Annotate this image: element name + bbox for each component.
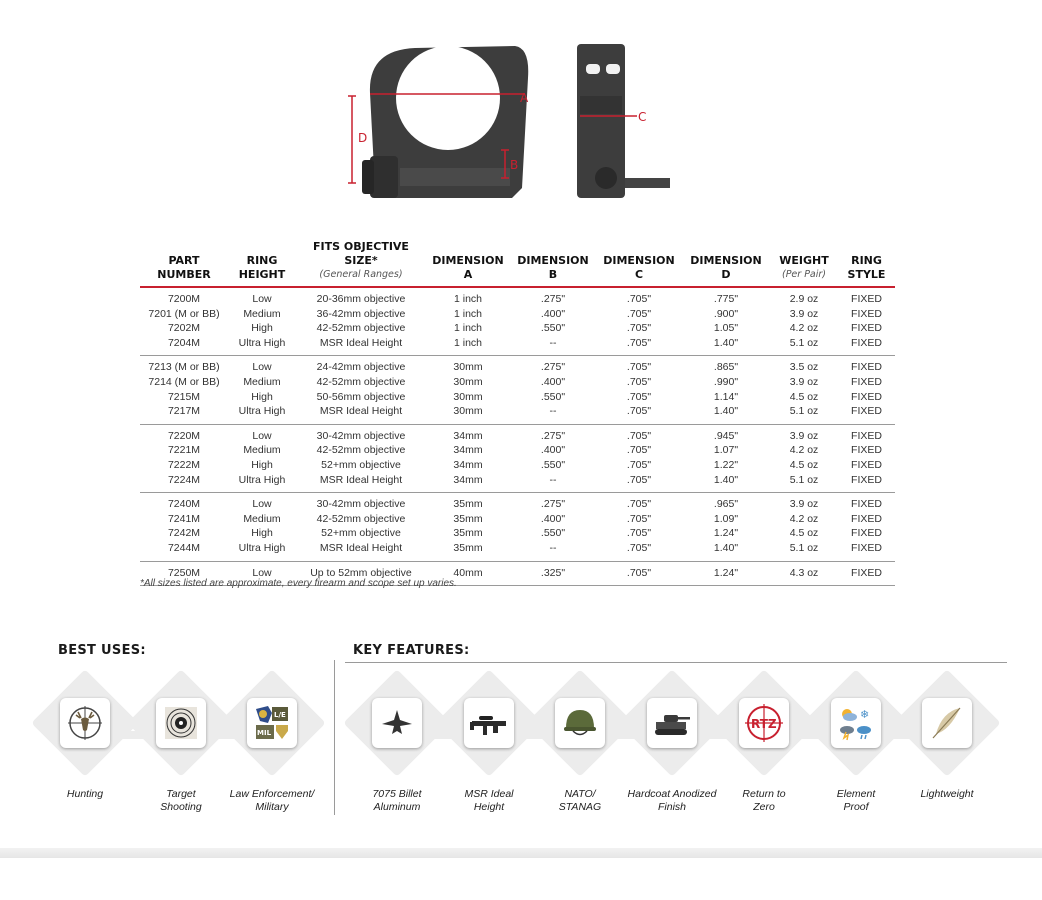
table-cell: High <box>251 390 273 403</box>
table-cell: 5.1 oz <box>789 541 819 554</box>
feature-tile <box>60 698 110 748</box>
column-header-line1: RING <box>851 254 882 267</box>
table-cell: 1.14" <box>713 390 739 403</box>
table-cell: 1.07" <box>713 444 739 457</box>
table-cell: 1.40" <box>713 405 739 418</box>
table-group <box>140 424 895 492</box>
table-cell: .705" <box>626 458 652 471</box>
table-cell: FIXED <box>851 361 882 374</box>
column-header <box>510 240 596 287</box>
table-cell: 7240M <box>167 498 201 511</box>
table-cell: 35mm <box>453 541 483 554</box>
spec-table <box>140 240 895 586</box>
column-header <box>296 240 426 287</box>
table-cell: 20-36mm objective <box>316 293 406 305</box>
table-cell: -- <box>549 541 557 554</box>
table-cell: Medium <box>243 307 281 320</box>
feature-label: Target Shooting <box>160 788 202 813</box>
table-row <box>140 287 895 307</box>
table-group <box>140 493 895 561</box>
feature-tile <box>464 698 514 748</box>
table-cell: 42-52mm objective <box>316 444 406 457</box>
table-cell: .705" <box>626 444 652 457</box>
table-cell: .400" <box>540 444 566 457</box>
dimension-label-c: C <box>638 110 647 124</box>
key-features-title: KEY FEATURES: <box>353 643 470 658</box>
tank-icon <box>652 704 692 742</box>
feature-label: NATO/ STANAG <box>558 788 602 813</box>
column-header-line2: C <box>634 268 644 281</box>
column-header-line1: FITS OBJECTIVE SIZE* <box>313 240 409 267</box>
column-header-line1: DIMENSION <box>603 254 675 267</box>
table-cell: FIXED <box>851 458 882 471</box>
table-cell: 30-42mm objective <box>316 429 406 442</box>
feature-label: Hunting <box>66 788 104 800</box>
table-footnote: *All sizes listed are approximate, every firearm and scope set up varies. <box>140 578 457 589</box>
table-cell: FIXED <box>851 541 882 554</box>
column-header-line2: NUMBER <box>157 268 211 281</box>
table-cell: 7213 (M or BB) <box>148 361 220 374</box>
table-cell: .705" <box>626 405 652 418</box>
table-cell: 34mm <box>453 429 483 442</box>
table-cell: 1.05" <box>713 322 739 335</box>
table-cell: 7201 (M or BB) <box>148 307 220 320</box>
table-cell: Up to 52mm objective <box>310 566 412 579</box>
table-cell: .705" <box>626 293 652 305</box>
table-cell: 7215M <box>167 390 201 403</box>
key-feature-lightweight <box>897 680 997 810</box>
table-cell: 4.5 oz <box>789 458 819 471</box>
table-cell: 4.2 oz <box>789 512 819 525</box>
column-header <box>770 240 838 287</box>
table-cell: 30mm <box>453 390 483 403</box>
table-cell: FIXED <box>851 527 882 540</box>
table-cell: .705" <box>626 429 652 442</box>
column-header <box>228 240 296 287</box>
table-cell: 30mm <box>453 405 483 418</box>
column-header-line1: DIMENSION <box>432 254 504 267</box>
table-cell: .900" <box>713 307 739 320</box>
table-cell: FIXED <box>851 444 882 457</box>
table-cell: 4.3 oz <box>789 566 819 579</box>
table-row <box>140 512 895 527</box>
column-header-line1: DIMENSION <box>517 254 589 267</box>
table-cell: 7224M <box>167 473 201 486</box>
table-row <box>140 307 895 322</box>
table-cell: .550" <box>540 390 566 403</box>
table-cell: 7202M <box>167 322 201 335</box>
feature-label: Hardcoat Anodized Finish <box>627 788 717 813</box>
features-rule <box>345 662 1007 663</box>
key-feature-hardcoat-anodized <box>622 680 722 813</box>
table-cell: 1 inch <box>453 322 483 335</box>
best-use-law-enforcement-military <box>222 680 322 813</box>
table-cell: 4.5 oz <box>789 527 819 540</box>
table-cell: .275" <box>540 361 566 374</box>
table-row <box>140 443 895 458</box>
feature-label: Law Enforcement/ Military <box>229 788 315 813</box>
badge-le-text: L/E <box>274 711 286 719</box>
table-row <box>140 541 895 561</box>
column-header <box>596 240 682 287</box>
table-cell: 1 inch <box>453 293 483 305</box>
badge-mil-text: MIL <box>257 729 272 737</box>
table-group <box>140 356 895 424</box>
table-cell: Medium <box>243 375 281 388</box>
table-cell: 7217M <box>167 405 201 418</box>
column-header-line2: HEIGHT <box>238 268 286 281</box>
table-cell: .325" <box>540 566 566 579</box>
table-cell: .965" <box>713 498 739 511</box>
table-cell: 7250M <box>167 566 201 579</box>
table-cell: 1.24" <box>713 527 739 540</box>
helmet-icon <box>561 704 599 742</box>
table-cell: -- <box>549 473 557 486</box>
dimension-label-d: D <box>358 131 368 145</box>
table-cell: 3.5 oz <box>789 361 819 374</box>
column-header-line1: DIMENSION <box>690 254 762 267</box>
feature-tile <box>922 698 972 748</box>
table-cell: FIXED <box>851 566 882 579</box>
best-use-hunting <box>35 680 135 810</box>
table-cell: .705" <box>626 322 652 335</box>
table-cell: 42-52mm objective <box>316 322 406 335</box>
table-cell: FIXED <box>851 473 882 486</box>
feature-tile <box>156 698 206 748</box>
table-cell: FIXED <box>851 498 882 511</box>
table-cell: FIXED <box>851 336 882 349</box>
table-cell: 3.9 oz <box>789 307 819 320</box>
table-cell: FIXED <box>851 293 882 305</box>
table-row <box>140 390 895 405</box>
table-cell: 50-56mm objective <box>316 390 406 403</box>
table-cell: Low <box>252 429 272 442</box>
table-cell: .705" <box>626 307 652 320</box>
badge-icon <box>252 703 292 743</box>
table-cell: 7241M <box>167 512 201 525</box>
key-feature-nato-stanag <box>530 680 630 813</box>
target-icon <box>162 704 200 742</box>
table-cell: MSR Ideal Height <box>319 541 403 554</box>
table-cell: .705" <box>626 361 652 374</box>
table-cell: 34mm <box>453 444 483 457</box>
table-cell: 7220M <box>167 429 201 442</box>
column-header-line2: STYLE <box>847 268 886 281</box>
table-cell: .705" <box>626 512 652 525</box>
table-cell: 7200M <box>167 293 201 305</box>
column-header-subtitle: (General Ranges) <box>319 269 403 280</box>
bottom-band <box>0 848 1042 858</box>
table-cell: Medium <box>243 444 281 457</box>
table-cell: 4.5 oz <box>789 390 819 403</box>
table-row <box>140 424 895 443</box>
table-cell: 2.9 oz <box>789 293 819 305</box>
features-divider <box>334 660 335 815</box>
key-feature-msr-ideal-height <box>439 680 539 813</box>
table-cell: .705" <box>626 527 652 540</box>
table-cell: Medium <box>243 512 281 525</box>
table-cell: Ultra High <box>238 473 286 486</box>
column-header <box>682 240 770 287</box>
column-header-subtitle: (Per Pair) <box>781 269 826 280</box>
table-cell: .865" <box>713 361 739 374</box>
table-row <box>140 404 895 424</box>
column-header-line2: D <box>721 268 731 281</box>
table-cell: .705" <box>626 390 652 403</box>
deer-crosshair-icon <box>66 704 104 742</box>
table-row <box>140 473 895 493</box>
table-cell: MSR Ideal Height <box>319 405 403 418</box>
table-cell: 1 inch <box>453 307 483 320</box>
table-cell: 1 inch <box>453 336 483 349</box>
table-cell: 7214 (M or BB) <box>148 375 220 388</box>
table-cell: 24-42mm objective <box>316 361 406 374</box>
dimension-label-a: A <box>520 91 529 105</box>
rtz-crosshair-icon <box>744 703 784 743</box>
table-cell: 42-52mm objective <box>316 512 406 525</box>
table-cell: .705" <box>626 541 652 554</box>
table-cell: .275" <box>540 293 566 305</box>
table-cell: .400" <box>540 375 566 388</box>
feature-label: MSR Ideal Height <box>464 788 514 813</box>
table-cell: 52+mm objective <box>321 458 401 471</box>
key-feature-billet-aluminum <box>347 680 447 813</box>
table-cell: .945" <box>713 429 739 442</box>
scope-ring-diagram <box>340 38 700 208</box>
key-feature-return-to-zero <box>714 680 814 813</box>
table-cell: 7222M <box>167 458 201 471</box>
table-cell: .275" <box>540 429 566 442</box>
column-header-line2: A <box>463 268 473 281</box>
table-cell: .775" <box>713 293 739 305</box>
feature-tile <box>247 698 297 748</box>
table-row <box>140 375 895 390</box>
table-cell: 35mm <box>453 527 483 540</box>
feature-label: 7075 Billet Aluminum <box>372 788 422 813</box>
table-cell: FIXED <box>851 390 882 403</box>
table-cell: 3.9 oz <box>789 498 819 511</box>
table-cell: 1.40" <box>713 473 739 486</box>
dimension-label-b: B <box>510 158 519 172</box>
table-cell: FIXED <box>851 405 882 418</box>
table-cell: 5.1 oz <box>789 336 819 349</box>
key-feature-element-proof <box>806 680 906 813</box>
ring-front-view <box>348 46 529 198</box>
rtz-text: RTZ <box>751 717 777 731</box>
table-cell: .705" <box>626 566 652 579</box>
table-cell: .550" <box>540 527 566 540</box>
feather-icon <box>928 704 966 742</box>
table-cell: 36-42mm objective <box>316 307 406 320</box>
ring-side-view <box>577 44 670 198</box>
column-header-line1: PART <box>168 254 200 267</box>
table-row <box>140 526 895 541</box>
best-uses-title: BEST USES: <box>58 643 146 658</box>
table-cell: High <box>251 527 273 540</box>
table-cell: -- <box>549 336 557 349</box>
column-header-line1: WEIGHT <box>779 254 829 267</box>
table-cell: MSR Ideal Height <box>319 473 403 486</box>
table-cell: .400" <box>540 512 566 525</box>
table-cell: 4.2 oz <box>789 322 819 335</box>
feature-tile <box>555 698 605 748</box>
table-cell: 30-42mm objective <box>316 498 406 511</box>
table-cell: 1.22" <box>713 458 739 471</box>
table-header-row <box>140 240 895 287</box>
table-cell: Low <box>252 293 272 305</box>
feature-tile <box>647 698 697 748</box>
table-cell: .550" <box>540 458 566 471</box>
table-cell: 1.40" <box>713 541 739 554</box>
table-cell: 3.9 oz <box>789 375 819 388</box>
feature-label: Return to Zero <box>742 788 786 813</box>
table-cell: 52+mm objective <box>321 527 401 540</box>
table-cell: FIXED <box>851 429 882 442</box>
table-cell: Low <box>252 498 272 511</box>
svg-text:❄: ❄ <box>860 708 870 721</box>
table-cell: Low <box>252 566 272 579</box>
table-cell: Low <box>252 361 272 374</box>
table-cell: .705" <box>626 473 652 486</box>
table-cell: 35mm <box>453 512 483 525</box>
table-row <box>140 321 895 336</box>
table-cell: .990" <box>713 375 739 388</box>
column-header-line1: RING <box>246 254 278 267</box>
table-cell: 30mm <box>453 361 483 374</box>
table-cell: 4.2 oz <box>789 444 819 457</box>
table-cell: 35mm <box>453 498 483 511</box>
table-row <box>140 493 895 512</box>
table-cell: 42-52mm objective <box>316 375 406 388</box>
table-cell: 34mm <box>453 473 483 486</box>
feature-label: Element Proof <box>836 788 876 813</box>
table-cell: 40mm <box>453 566 483 579</box>
table-cell: Ultra High <box>238 541 286 554</box>
table-cell: .705" <box>626 336 652 349</box>
feature-tile <box>739 698 789 748</box>
table-row <box>140 356 895 375</box>
table-cell: .275" <box>540 498 566 511</box>
table-cell: 7244M <box>167 541 201 554</box>
column-header <box>426 240 510 287</box>
table-cell: 5.1 oz <box>789 405 819 418</box>
table-cell: 30mm <box>453 375 483 388</box>
table-cell: Ultra High <box>238 336 286 349</box>
table-group <box>140 287 895 356</box>
column-header <box>140 240 228 287</box>
table-row <box>140 336 895 356</box>
table-cell: FIXED <box>851 322 882 335</box>
table-cell: -- <box>549 405 557 418</box>
table-cell: 1.40" <box>713 336 739 349</box>
table-cell: 7242M <box>167 527 201 540</box>
column-header <box>838 240 895 287</box>
table-cell: .705" <box>626 498 652 511</box>
table-cell: 7204M <box>167 336 201 349</box>
table-row <box>140 458 895 473</box>
rifle-icon <box>469 704 509 742</box>
feature-tile <box>831 698 881 748</box>
fighter-jet-icon <box>378 704 416 742</box>
weather-icon <box>837 704 875 742</box>
table-cell: .550" <box>540 322 566 335</box>
table-cell: Ultra High <box>238 405 286 418</box>
column-header-line2: B <box>548 268 558 281</box>
table-cell: FIXED <box>851 307 882 320</box>
table-cell: 1.09" <box>713 512 739 525</box>
table-cell: 34mm <box>453 458 483 471</box>
feature-tile <box>372 698 422 748</box>
table-cell: FIXED <box>851 375 882 388</box>
table-cell: 7221M <box>167 444 201 457</box>
table-cell: High <box>251 322 273 335</box>
table-cell: MSR Ideal Height <box>319 336 403 349</box>
table-cell: .705" <box>626 375 652 388</box>
feature-label: Lightweight <box>920 788 974 800</box>
table-cell: FIXED <box>851 512 882 525</box>
table-cell: High <box>251 458 273 471</box>
table-cell: 5.1 oz <box>789 473 819 486</box>
table-cell: 1.24" <box>713 566 739 579</box>
table-cell: 3.9 oz <box>789 429 819 442</box>
table-cell: .400" <box>540 307 566 320</box>
